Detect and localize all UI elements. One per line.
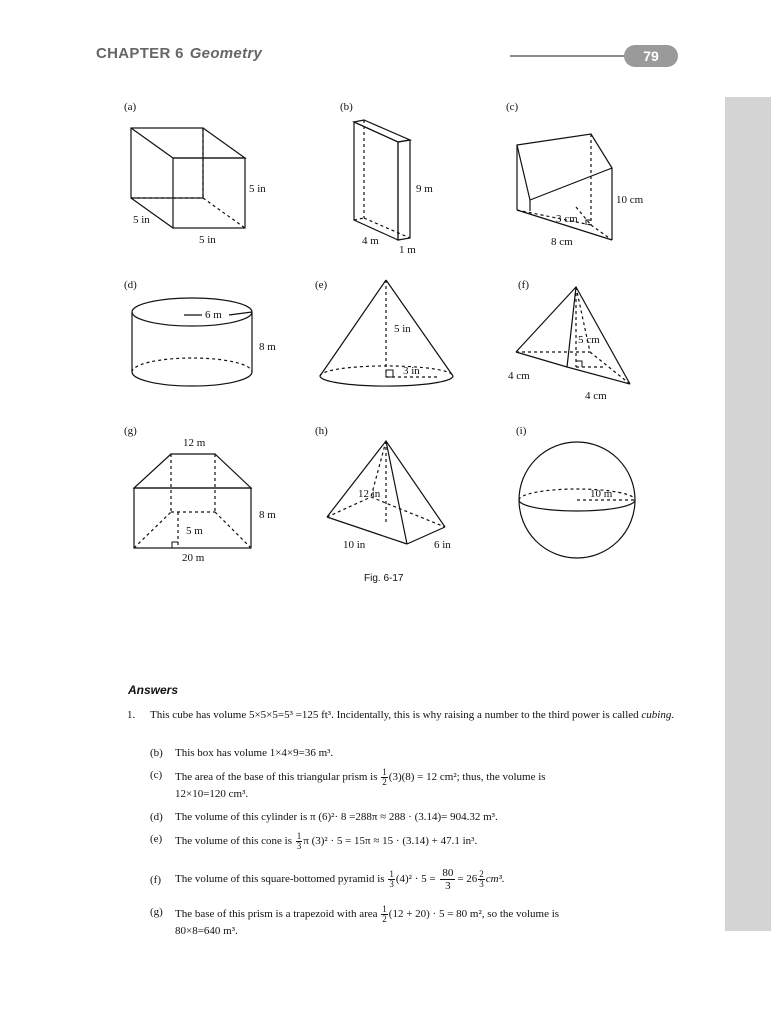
answer-c-post: (3)(8) = 12 cm²; thus, the volume is bbox=[388, 771, 546, 784]
answer-f-frac2-den: 3 bbox=[479, 879, 484, 889]
answers-heading: Answers bbox=[128, 683, 179, 697]
answer-1-term: cubing bbox=[641, 709, 672, 721]
figure-c-base: 8 cm bbox=[551, 236, 573, 248]
figure-i-label: (i) bbox=[516, 425, 527, 437]
answer-g-frac-num: 1 bbox=[382, 904, 387, 914]
figure-g-height: 8 m bbox=[259, 509, 276, 521]
answer-f-pre: The volume of this square-bottomed pyramid is bbox=[175, 873, 385, 886]
answer-e-post: π (3)² · 5 = 15π ≈ 15 · (3.14) + 47.1 in³. bbox=[303, 835, 478, 848]
figure-d-radius: 6 m bbox=[205, 309, 222, 321]
answer-e-frac-num: 1 bbox=[296, 831, 302, 841]
answer-e-fraction bbox=[296, 832, 303, 851]
answer-1-text: This cube has volume 5×5×5=5³ =125 ft³. Incidentally, this is why raising a number to the third power is called bbox=[150, 709, 642, 721]
answer-f-eq: = 26 bbox=[457, 873, 478, 886]
answer-f-frac80-num: 80 bbox=[442, 867, 454, 879]
figure-g-top: 12 m bbox=[183, 437, 206, 449]
answer-e-label: (e) bbox=[150, 833, 163, 845]
figure-i-radius: 10 m bbox=[590, 488, 613, 500]
page-number-badge: 79 bbox=[624, 45, 678, 67]
figure-g-trap-height: 5 m bbox=[186, 525, 203, 537]
figure-h-label: (h) bbox=[315, 425, 328, 437]
figure-e-label: (e) bbox=[315, 279, 328, 291]
answer-1-period: . bbox=[671, 709, 675, 721]
figure-f-pyramid bbox=[508, 279, 630, 402]
figure-f-height: 5 cm bbox=[578, 334, 600, 346]
answer-e bbox=[150, 831, 695, 851]
answer-b bbox=[150, 746, 695, 761]
figure-c-label: (c) bbox=[506, 101, 519, 113]
figure-c-tri-height: 3 cm bbox=[556, 213, 578, 225]
figure-a-side-left: 5 in bbox=[133, 214, 150, 226]
figure-g-bottom: 20 m bbox=[182, 552, 205, 564]
figure-f-side-bottom: 4 cm bbox=[585, 390, 607, 402]
answer-f bbox=[150, 867, 695, 892]
answer-d-text: The volume of this cylinder is π (6)²· 8 =288π ≈ 288 · (3.14)= 904.32 m³. bbox=[175, 811, 498, 823]
answer-f-unit: cm³. bbox=[485, 873, 505, 886]
answer-e-frac-den: 3 bbox=[296, 841, 302, 851]
answer-f-frac80-den: 3 bbox=[445, 880, 451, 892]
answer-b-text: This box has volume 1×4×9=36 m³. bbox=[175, 747, 334, 759]
figure-g-trapezoid-prism bbox=[124, 425, 276, 564]
answer-c-line2: 12×10=120 cm³. bbox=[175, 788, 249, 800]
figure-b-box bbox=[340, 101, 433, 256]
figure-h-pyramid bbox=[315, 425, 451, 551]
answer-c-label: (c) bbox=[150, 769, 163, 781]
figure-d-label: (d) bbox=[124, 279, 137, 291]
figure-b-width: 1 m bbox=[399, 244, 416, 256]
answer-c-frac-den: 2 bbox=[382, 777, 387, 787]
figure-e-height: 5 in bbox=[394, 323, 411, 335]
answer-f-mid: (4)² · 5 = bbox=[395, 873, 436, 886]
figure-e-radius: 3 in bbox=[403, 365, 420, 377]
figure-c-height: 10 cm bbox=[616, 194, 644, 206]
answer-c bbox=[150, 767, 695, 802]
chapter-number: CHAPTER 6 bbox=[96, 45, 184, 62]
answer-d-label: (d) bbox=[150, 811, 163, 823]
figure-g-label: (g) bbox=[124, 425, 137, 437]
answer-f-frac1-num: 1 bbox=[389, 869, 394, 879]
answer-c-pre: The area of the base of this triangular prism is bbox=[175, 771, 378, 784]
answer-1 bbox=[127, 708, 690, 723]
figure-a-side-bottom: 5 in bbox=[199, 234, 216, 246]
figure-h-base: 10 in bbox=[343, 539, 366, 551]
figure-c-prism bbox=[506, 101, 644, 248]
figure-h-height: 12 in bbox=[358, 488, 381, 500]
chapter-subject: Geometry bbox=[189, 45, 263, 62]
figure-b-length: 4 m bbox=[362, 235, 379, 247]
figure-d-cylinder bbox=[124, 279, 276, 386]
figure-a-side-right: 5 in bbox=[249, 183, 266, 195]
answer-c-fraction bbox=[381, 768, 388, 787]
answer-f-label: (f) bbox=[150, 874, 161, 886]
figure-f-label: (f) bbox=[518, 279, 529, 291]
figure-d-height: 8 m bbox=[259, 341, 276, 353]
answer-b-label: (b) bbox=[150, 747, 163, 759]
figure-f-side-left: 4 cm bbox=[508, 370, 530, 382]
answer-g-line2: 80×8=640 m³. bbox=[175, 925, 238, 937]
figure-e-cone bbox=[315, 279, 453, 386]
answer-g-fraction bbox=[381, 905, 388, 924]
figure-a-label: (a) bbox=[124, 101, 137, 113]
answer-e-pre: The volume of this cone is bbox=[175, 835, 293, 848]
figure-caption: Fig. 6-17 bbox=[364, 573, 404, 584]
answer-g bbox=[150, 904, 695, 939]
answer-f-frac1-den: 3 bbox=[389, 879, 394, 889]
answer-g-frac-den: 2 bbox=[382, 914, 387, 924]
answer-g-post: (12 + 20) · 5 = 80 m², so the volume is bbox=[388, 908, 560, 921]
answer-g-label: (g) bbox=[150, 906, 163, 918]
figure-i-sphere bbox=[516, 425, 635, 558]
answer-f-fraction-2 bbox=[478, 870, 485, 889]
answer-g-pre: The base of this prism is a trapezoid with area bbox=[175, 908, 378, 921]
figure-a-cube bbox=[124, 101, 266, 246]
figure-b-height: 9 m bbox=[416, 183, 433, 195]
answer-d bbox=[150, 810, 695, 825]
answer-f-fraction-1 bbox=[388, 870, 395, 889]
figure-h-side: 6 in bbox=[434, 539, 451, 551]
answer-1-number: 1. bbox=[127, 709, 136, 721]
answer-f-frac2-num: 2 bbox=[479, 869, 484, 879]
answer-c-frac-num: 1 bbox=[382, 767, 387, 777]
figure-b-label: (b) bbox=[340, 101, 353, 113]
answer-f-fraction-80 bbox=[440, 867, 455, 892]
